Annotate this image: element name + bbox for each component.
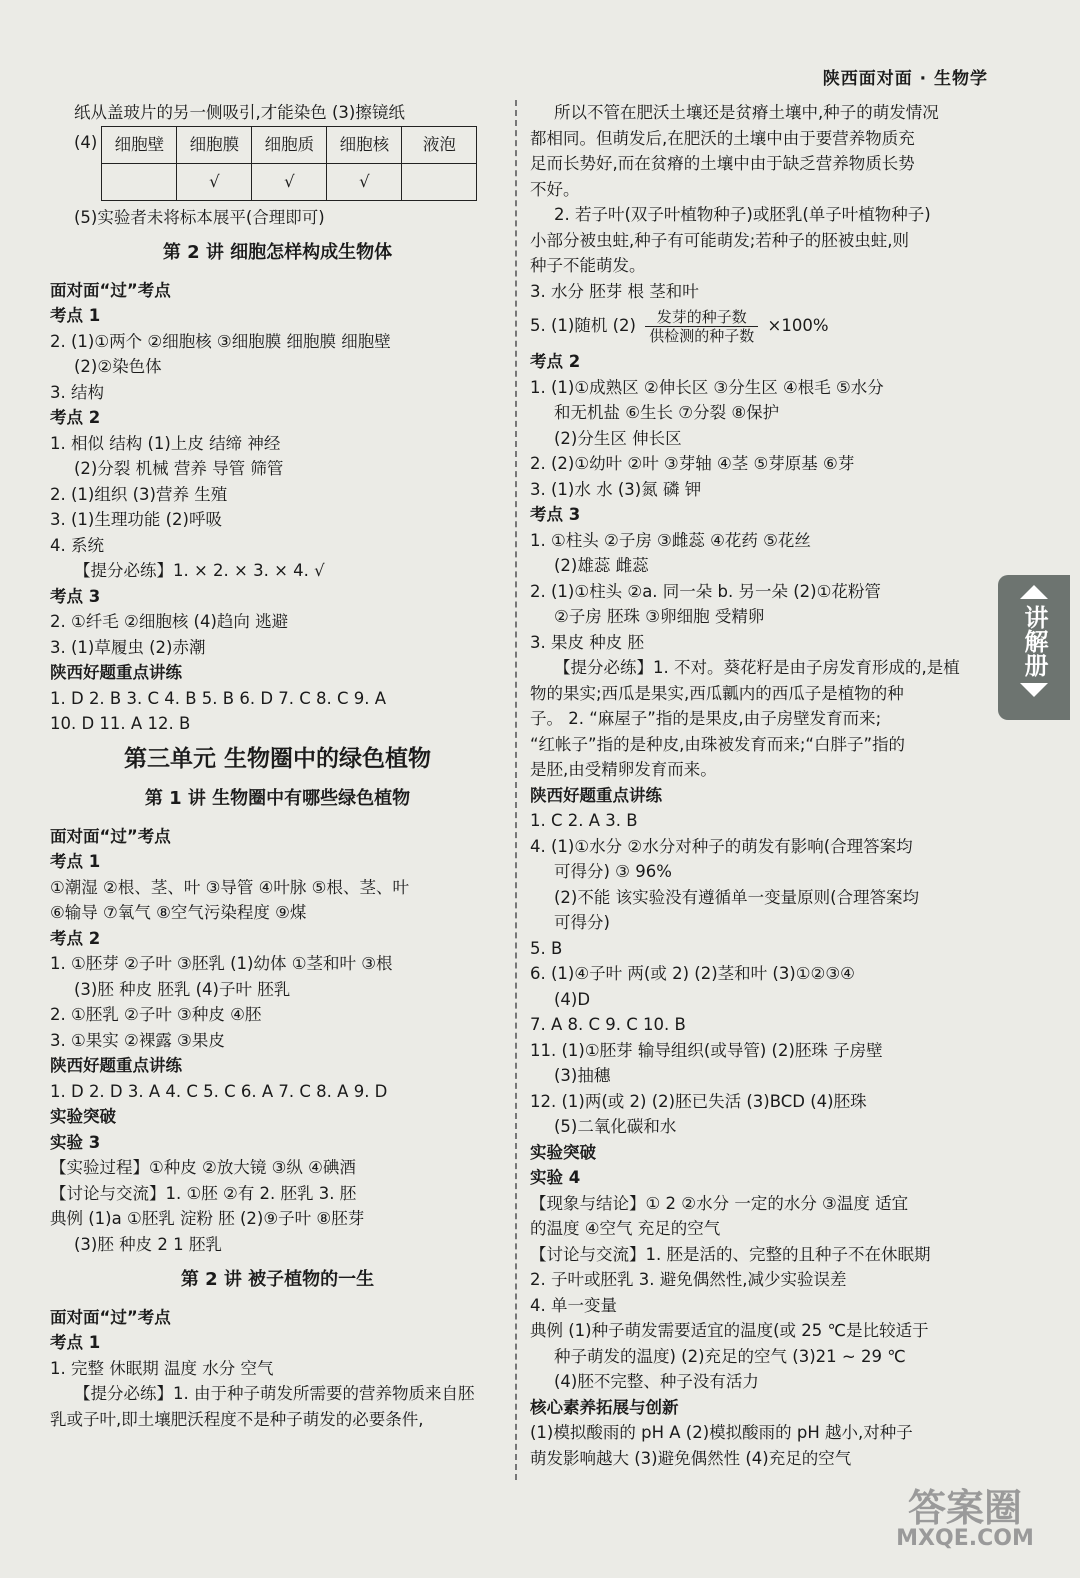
answer-line: 3. 果皮 种皮 胚 bbox=[530, 632, 644, 652]
experiment-heading: 实验 3 bbox=[50, 1132, 101, 1152]
answer-line: 种子萌发的温度) (2)充足的空气 (3)21 ~ 29 ℃ bbox=[554, 1346, 906, 1366]
text-line: (5)实验者未将标本展平(合理即可) bbox=[74, 207, 325, 227]
answer-line: 10. D 11. A 12. B bbox=[50, 714, 191, 733]
section-heading: 面对面“过”考点 bbox=[50, 280, 171, 300]
answer-line: 1. D 2. B 3. C 4. B 5. B 6. D 7. C 8. C 9. A bbox=[50, 688, 387, 708]
unit-title: 第三单元 生物圈中的绿色植物 bbox=[123, 745, 431, 772]
answer-line: (3)抽穗 bbox=[554, 1066, 611, 1085]
watermark-logo bbox=[890, 1486, 1040, 1551]
answer-line: 乳或子叶,即土壤肥沃程度不是种子萌发的必要条件, bbox=[50, 1409, 424, 1429]
table-cell bbox=[402, 163, 477, 200]
answer-line: 3. 结构 bbox=[50, 382, 104, 402]
answer-line: 【提分必练】1. 由于种子萌发所需要的营养物质来自胚 bbox=[74, 1384, 475, 1403]
answer-line: ①潮湿 ②根、茎、叶 ③导管 ④叶脉 ⑤根、茎、叶 bbox=[50, 877, 409, 897]
answer-line-fraction bbox=[530, 308, 990, 345]
right-column bbox=[530, 100, 990, 1471]
table-header-cell: 细胞壁 bbox=[102, 126, 177, 163]
text-line: 足而长势好,而在贫瘠的土壤中由于缺乏营养物质长势 bbox=[530, 154, 915, 173]
cell-structure-table bbox=[101, 126, 477, 201]
answer-line: 1. 相似 结构 (1)上皮 结缔 神经 bbox=[50, 433, 281, 453]
table-header-cell: 细胞膜 bbox=[177, 126, 252, 163]
section-heading: 陕西好题重点讲练 bbox=[50, 1056, 182, 1075]
answer-line: 12. (1)两(或 2) (2)胚已失活 (3)BCD (4)胚珠 bbox=[530, 1091, 867, 1111]
answer-line: 和无机盐 ⑥生长 ⑦分裂 ⑧保护 bbox=[554, 403, 780, 422]
answer-line: 【实验过程】①种皮 ②放大镜 ③纵 ④碘酒 bbox=[50, 1158, 356, 1177]
answer-line: 2. 子叶或胚乳 3. 避免偶然性,减少实验误差 bbox=[530, 1270, 847, 1289]
answer-prefix: 5. (1)随机 (2) bbox=[530, 316, 636, 335]
answer-line: (3)胚 种皮 2 1 胚乳 bbox=[74, 1234, 222, 1254]
answer-line: (2)②染色体 bbox=[74, 357, 162, 376]
section-heading: 核心素养拓展与创新 bbox=[530, 1397, 679, 1417]
section-heading: 实验突破 bbox=[530, 1142, 596, 1162]
text-line: 不好。 bbox=[530, 179, 580, 199]
answer-line: 【提分必练】1. × 2. × 3. × 4. √ bbox=[74, 561, 325, 580]
side-tab bbox=[998, 575, 1070, 720]
side-tab-label: 讲解册 bbox=[1020, 605, 1048, 677]
answer-line: 2. (1)组织 (3)营养 生殖 bbox=[50, 484, 228, 504]
answer-line: (2)雄蕊 雌蕊 bbox=[554, 556, 649, 575]
answer-line: 1. (1)①成熟区 ②伸长区 ③分生区 ④根毛 ⑤水分 bbox=[530, 377, 884, 397]
triangle-down-icon bbox=[1020, 683, 1048, 697]
table-cell bbox=[102, 163, 177, 200]
answer-line: 2. (1)①两个 ②细胞核 ③细胞膜 细胞膜 细胞壁 bbox=[50, 331, 391, 351]
section-heading: 陕西好题重点讲练 bbox=[530, 785, 662, 805]
answer-line: (3)胚 种皮 胚乳 (4)子叶 胚乳 bbox=[74, 979, 291, 999]
answer-line: 4. 单一变量 bbox=[530, 1295, 617, 1315]
table-row bbox=[102, 163, 477, 200]
section-heading: 实验突破 bbox=[50, 1107, 116, 1126]
text-line: 种子不能萌发。 bbox=[530, 256, 646, 275]
column-divider bbox=[515, 100, 517, 1480]
answer-line: 1. C 2. A 3. B bbox=[530, 811, 638, 830]
experiment-heading: 实验 4 bbox=[530, 1168, 581, 1187]
point-heading: 考点 1 bbox=[50, 1333, 101, 1352]
answer-line: 3. (1)草履虫 (2)赤潮 bbox=[50, 637, 206, 657]
point-heading: 考点 2 bbox=[530, 352, 581, 371]
answer-line: 11. (1)①胚芽 输导组织(或导管) (2)胚珠 子房壁 bbox=[530, 1040, 883, 1060]
answer-line: ⑥输导 ⑦氧气 ⑧空气污染程度 ⑨煤 bbox=[50, 903, 307, 922]
answer-line: (1)模拟酸雨的 pH A (2)模拟酸雨的 pH 越小,对种子 bbox=[530, 1423, 913, 1442]
table-header-cell: 细胞质 bbox=[252, 126, 327, 163]
table-cell: √ bbox=[252, 163, 327, 200]
answer-line: 1. ①柱头 ②子房 ③雌蕊 ④花药 ⑤花丝 bbox=[530, 530, 811, 550]
answer-line: 的温度 ④空气 充足的空气 bbox=[530, 1219, 721, 1238]
text-line: 纸从盖玻片的另一侧吸引,才能染色 (3)擦镜纸 bbox=[74, 103, 405, 122]
answer-line: 2. (1)①柱头 ②a. 同一朵 b. 另一朵 (2)①花粉管 bbox=[530, 581, 881, 601]
lesson-title: 第 2 讲 细胞怎样构成生物体 bbox=[162, 242, 393, 263]
answer-line: 萌发影响越大 (3)避免偶然性 (4)充足的空气 bbox=[530, 1448, 852, 1468]
section-heading: 面对面“过”考点 bbox=[50, 826, 171, 846]
watermark-url: MXQE.COM bbox=[896, 1526, 1034, 1551]
table-cell: √ bbox=[327, 163, 402, 200]
watermark-text: 答案圈 bbox=[907, 1486, 1022, 1530]
table-header-cell: 细胞核 bbox=[327, 126, 402, 163]
answer-line: ②子房 胚珠 ③卵细胞 受精卵 bbox=[554, 607, 765, 626]
answer-line: 典例 (1)a ①胚乳 淀粉 胚 (2)⑨子叶 ⑧胚芽 bbox=[50, 1209, 365, 1228]
answer-line: (5)二氧化碳和水 bbox=[554, 1117, 677, 1136]
answer-line: (2)不能 该实验没有遵循单一变量原则(合理答案均 bbox=[554, 887, 920, 907]
answer-line: 【讨论与交流】1. ①胚 ②有 2. 胚乳 3. 胚 bbox=[50, 1183, 357, 1203]
answer-line: (4)D bbox=[554, 989, 591, 1009]
fraction-denominator: 供检测的种子数 bbox=[649, 327, 755, 345]
section-heading: 陕西好题重点讲练 bbox=[50, 663, 182, 682]
point-heading: 考点 1 bbox=[50, 306, 101, 325]
text-line: “红帐子”指的是种皮,由珠被发育而来;“白胖子”指的 bbox=[530, 734, 905, 754]
answer-line: 【讨论与交流】1. 胚是活的、完整的且种子不在休眠期 bbox=[530, 1244, 931, 1264]
answer-line: 7. A 8. C 9. C 10. B bbox=[530, 1015, 686, 1034]
text-line: 物的果实;西瓜是果实,西瓜瓤内的西瓜子是植物的种 bbox=[530, 683, 904, 703]
answer-line: (2)分生区 伸长区 bbox=[554, 428, 682, 448]
point-heading: 考点 2 bbox=[50, 928, 101, 948]
answer-line: 可得分) ③ 96% bbox=[554, 862, 672, 881]
answer-line: (4)胚不完整、种子没有活力 bbox=[554, 1372, 759, 1391]
answer-line: 2. 若子叶(双子叶植物种子)或胚乳(单子叶植物种子) bbox=[554, 205, 931, 224]
lesson-title: 第 2 讲 被子植物的一生 bbox=[180, 1269, 375, 1290]
answer-line: 5. B bbox=[530, 938, 563, 958]
cell-structure-table-block bbox=[50, 126, 505, 205]
text-line: 小部分被虫蛀,种子有可能萌发;若种子的胚被虫蛀,则 bbox=[530, 230, 910, 250]
table-header-cell: 液泡 bbox=[402, 126, 477, 163]
answer-line: (2)分裂 机械 营养 导管 筛管 bbox=[74, 459, 284, 478]
answer-line: 【现象与结论】① 2 ②水分 一定的水分 ③温度 适宜 bbox=[530, 1193, 909, 1213]
answer-line: 6. (1)④子叶 两(或 2) (2)茎和叶 (3)①②③④ bbox=[530, 964, 855, 983]
text-line: 子。 2. “麻屋子”指的是果皮,由子房壁发育而来; bbox=[530, 709, 882, 728]
answer-line: 2. ①纤毛 ②细胞核 (4)趋向 逃避 bbox=[50, 612, 289, 631]
germination-rate-fraction bbox=[645, 308, 758, 345]
fraction-numerator: 发芽的种子数 bbox=[645, 308, 758, 327]
answer-line: 3. ①果实 ②裸露 ③果皮 bbox=[50, 1030, 225, 1050]
answer-line: 3. 水分 胚芽 根 茎和叶 bbox=[530, 281, 699, 301]
answer-line: 1. ①胚芽 ②子叶 ③胚乳 (1)幼体 ①茎和叶 ③根 bbox=[50, 954, 393, 973]
page-header: 陕西面对面 · 生物学 bbox=[822, 69, 988, 89]
answer-line: 1. 完整 休眠期 温度 水分 空气 bbox=[50, 1358, 274, 1378]
answer-line: 典例 (1)种子萌发需要适宜的温度(或 25 ℃是比较适于 bbox=[530, 1321, 929, 1340]
table-cell: √ bbox=[177, 163, 252, 200]
text-line: 是胚,由受精卵发育而来。 bbox=[530, 760, 717, 779]
left-column bbox=[50, 100, 505, 1432]
answer-line: 4. 系统 bbox=[50, 535, 104, 555]
answer-line: 1. D 2. D 3. A 4. C 5. C 6. A 7. C 8. A 9. D bbox=[50, 1081, 388, 1101]
answer-line: 【提分必练】1. 不对。葵花籽是由子房发育形成的,是植 bbox=[554, 658, 960, 677]
point-heading: 考点 2 bbox=[50, 408, 101, 427]
point-heading: 考点 3 bbox=[50, 586, 101, 606]
section-heading: 面对面“过”考点 bbox=[50, 1307, 171, 1327]
table-prefix: (4) bbox=[74, 132, 98, 152]
triangle-up-icon bbox=[1020, 585, 1048, 599]
answer-line: 3. (1)水 水 (3)氮 磷 钾 bbox=[530, 479, 702, 499]
answer-line: 2. ①胚乳 ②子叶 ③种皮 ④胚 bbox=[50, 1005, 262, 1024]
answer-suffix: ×100% bbox=[767, 316, 829, 335]
answer-line: 2. (2)①幼叶 ②叶 ③芽轴 ④茎 ⑤芽原基 ⑥芽 bbox=[530, 454, 855, 473]
answer-line: 4. (1)①水分 ②水分对种子的萌发有影响(合理答案均 bbox=[530, 836, 913, 856]
answer-line: 3. (1)生理功能 (2)呼吸 bbox=[50, 510, 222, 529]
table-header-row bbox=[102, 126, 477, 163]
point-heading: 考点 1 bbox=[50, 852, 101, 871]
answer-line: 可得分) bbox=[554, 913, 610, 932]
text-line: 都相同。但萌发后,在肥沃的土壤中由于要营养物质充 bbox=[530, 128, 915, 148]
point-heading: 考点 3 bbox=[530, 505, 581, 524]
lesson-title: 第 1 讲 生物圈中有哪些绿色植物 bbox=[144, 788, 411, 809]
text-line: 所以不管在肥沃土壤还是贫瘠土壤中,种子的萌发情况 bbox=[554, 103, 939, 122]
